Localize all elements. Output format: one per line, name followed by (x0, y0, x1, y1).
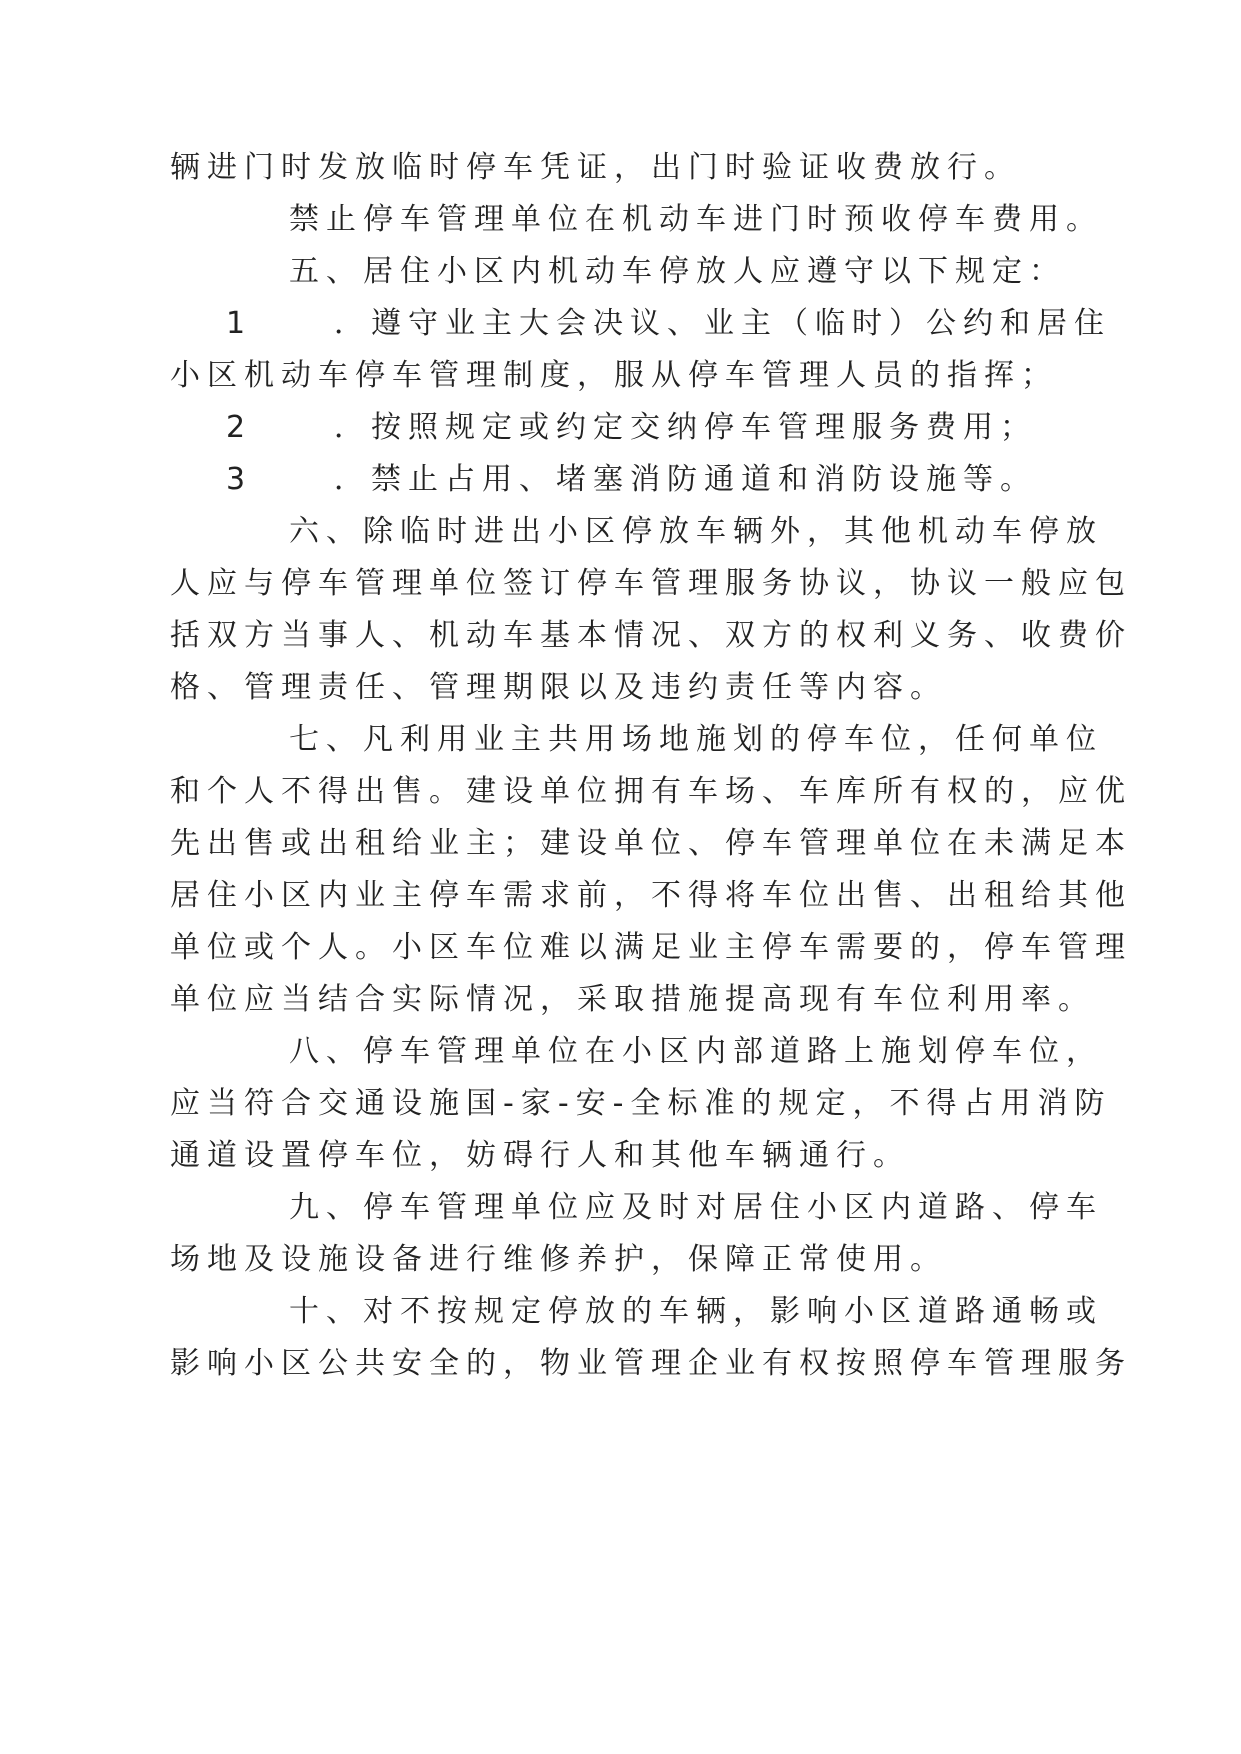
body-line: 括双方当事人、机动车基本情况、双方的权利义务、收费价 (170, 618, 1132, 653)
body-line: 单位或个人。小区车位难以满足业主停车需要的，停车管理 (170, 930, 1132, 965)
body-line: 七、凡利用业主共用场地施划的停车位，任何单位 (289, 722, 1103, 757)
list-item-text: ．遵守业主大会决议、业主（临时）公约和居住 (334, 306, 1111, 341)
list-item-number: 1 (226, 306, 246, 341)
list-item-text: ．禁止占用、堵塞消防通道和消防设施等。 (334, 462, 1037, 497)
body-line: 居住小区内业主停车需求前，不得将车位出售、出租给其他 (170, 878, 1132, 913)
body-line: 先出售或出租给业主；建设单位、停车管理单位在未满足本 (170, 826, 1132, 861)
body-line: 辆进门时发放临时停车凭证，出门时验证收费放行。 (170, 150, 1021, 185)
body-line: 格、管理责任、管理期限以及违约责任等内容。 (170, 670, 947, 705)
body-line: 单位应当结合实际情况，采取措施提高现有车位利用率。 (170, 982, 1095, 1017)
body-line: 场地及设施设备进行维修养护，保障正常使用。 (170, 1242, 947, 1277)
body-line: 六、除临时进出小区停放车辆外，其他机动车停放 (289, 514, 1103, 549)
list-item-text: ．按照规定或约定交纳停车管理服务费用； (334, 410, 1037, 445)
body-line: 通道设置停车位，妨碍行人和其他车辆通行。 (170, 1138, 910, 1173)
body-line: 禁止停车管理单位在机动车进门时预收停车费用。 (289, 202, 1103, 237)
list-item-number: 3 (226, 462, 246, 497)
list-item-number: 2 (226, 410, 246, 445)
body-line: 九、停车管理单位应及时对居住小区内道路、停车 (289, 1190, 1103, 1225)
body-line: 和个人不得出售。建设单位拥有车场、车库所有权的，应优 (170, 774, 1132, 809)
body-line: 五、居住小区内机动车停放人应遵守以下规定： (289, 254, 1066, 289)
body-line: 人应与停车管理单位签订停车管理服务协议，协议一般应包 (170, 566, 1132, 601)
body-line: 应当符合交通设施国-家-安-全标准的规定，不得占用消防 (170, 1086, 1112, 1121)
body-line: 十、对不按规定停放的车辆，影响小区道路通畅或 (289, 1294, 1103, 1329)
body-line: 八、停车管理单位在小区内部道路上施划停车位， (289, 1034, 1103, 1069)
body-line: 影响小区公共安全的，物业管理企业有权按照停车管理服务 (170, 1346, 1132, 1381)
body-line: 小区机动车停车管理制度，服从停车管理人员的指挥； (170, 358, 1058, 393)
